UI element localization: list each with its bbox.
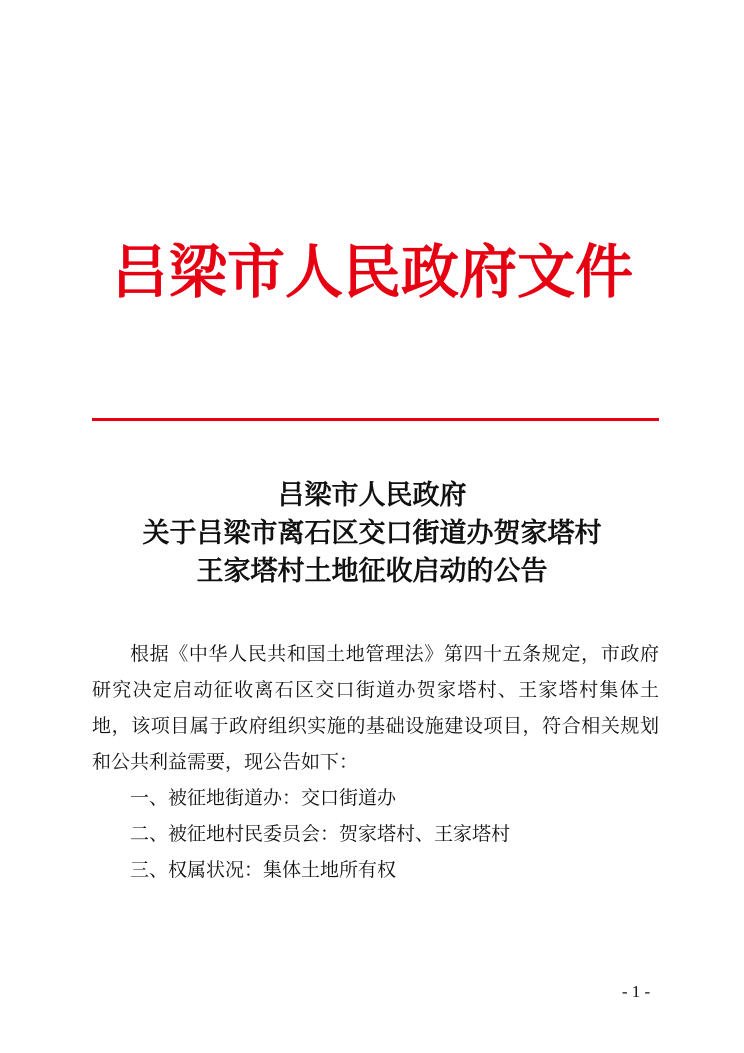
list-item-1: 一、被征地街道办：交口街道办 [130,787,397,809]
document-issuer-header: 吕梁市人民政府文件 [110,238,633,306]
title-line-2: 关于吕梁市离石区交口街道办贺家塔村 [142,518,602,549]
title-line-3: 王家塔村土地征收启动的公告 [196,556,548,587]
title-line-1: 吕梁市人民政府 [277,480,467,511]
body-paragraph: 根据《中华人民共和国土地管理法》第四十五条规定，市政府研究决定启动征收离石区交口街道办贺家塔村、王家塔村集体土地，该项目属于政府组织实施的基础设施建设项目，符合相关规划和公共利益需要，现公告如下： [92,643,659,773]
list-item-3: 三、权属状况：集体土地所有权 [130,859,397,881]
announcement-body [92,636,659,888]
page-number: - 1 - [621,982,651,1001]
announcement-title [0,477,744,591]
red-separator-line [92,418,659,421]
list-item-2: 二、被征地村民委员会：贺家塔村、王家塔村 [130,823,511,845]
